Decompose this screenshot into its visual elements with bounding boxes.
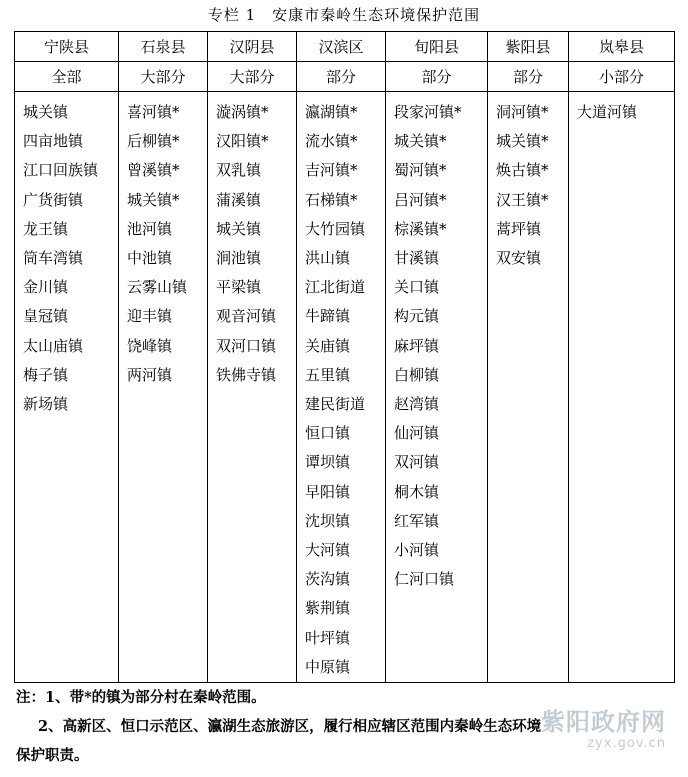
watermark [541, 708, 666, 752]
towns-cell [119, 92, 208, 683]
town-item: 江北街道 [305, 278, 366, 297]
town-item: 双安镇 [496, 249, 542, 268]
town-item: 皇冠镇 [23, 307, 69, 326]
town-item: 双河口镇 [216, 336, 277, 355]
note-2-continued: 保护职责。 [16, 747, 89, 764]
town-item: 新场镇 [23, 395, 69, 414]
town-item: 涧池镇 [216, 249, 262, 268]
town-item: 蜀河镇* [394, 161, 447, 180]
town-item: 仙河镇 [394, 424, 440, 443]
town-item: 观音河镇 [216, 307, 277, 326]
town-item: 喜河镇* [127, 103, 180, 121]
town-item: 构元镇 [394, 307, 440, 326]
town-item: 大河镇 [305, 541, 351, 560]
town-item: 池河镇 [127, 219, 173, 238]
town-item: 红军镇 [394, 511, 440, 530]
town-item: 城关镇 [216, 219, 262, 238]
scope-cell: 部分 [297, 62, 386, 92]
county-header: 宁陕县 [15, 32, 119, 62]
town-item: 麻坪镇 [394, 336, 440, 355]
town-item: 迎丰镇 [127, 307, 173, 326]
town-item: 铁佛寺镇 [216, 365, 277, 384]
town-item: 谭坝镇 [305, 453, 351, 472]
town-item: 牛蹄镇 [305, 307, 351, 326]
scope-cell: 全部 [15, 62, 119, 92]
page-title: 专栏 1 安康市秦岭生态环境保护范围 [207, 6, 481, 24]
county-header: 旬阳县 [386, 32, 488, 62]
town-item: 中原镇 [305, 657, 351, 676]
town-item: 筒车湾镇 [23, 249, 84, 268]
town-item: 曾溪镇* [127, 161, 180, 180]
town-item: 汉王镇* [496, 190, 549, 209]
town-item: 小河镇 [394, 541, 440, 560]
town-item: 棕溪镇* [394, 219, 447, 238]
county-header: 岚皋县 [569, 32, 675, 62]
note-2: 2、高新区、恒口示范区、瀛湖生态旅游区，履行相应辖区范围内秦岭生态环境 [38, 718, 542, 735]
town-item: 龙王镇 [23, 219, 69, 238]
town-item: 金川镇 [23, 278, 69, 297]
towns-cell [15, 92, 119, 683]
town-item: 甘溪镇 [394, 249, 440, 268]
note-1: 注：1、带*的镇为部分村在秦岭范围。 [16, 689, 266, 706]
town-item: 关口镇 [394, 278, 440, 297]
town-item: 城关镇* [127, 190, 180, 209]
town-item: 平梁镇 [216, 278, 262, 297]
scope-header-row [15, 62, 675, 92]
town-item: 大道河镇 [577, 103, 638, 121]
town-item: 瀛湖镇* [305, 103, 358, 121]
towns-cell [208, 92, 297, 683]
town-item: 双乳镇 [216, 161, 262, 180]
town-item: 两河镇 [127, 365, 173, 384]
town-item: 茨沟镇 [305, 570, 351, 589]
town-item: 关庙镇 [305, 336, 351, 355]
towns-cell [297, 92, 386, 683]
scope-cell: 大部分 [119, 62, 208, 92]
scope-cell: 部分 [488, 62, 569, 92]
watermark-title: 紫阳政府网 [541, 708, 666, 736]
county-header: 汉滨区 [297, 32, 386, 62]
town-item: 洪山镇 [305, 249, 351, 268]
town-item: 沈坝镇 [305, 511, 351, 530]
town-item: 吉河镇* [305, 161, 358, 180]
town-item: 城关镇 [23, 103, 69, 121]
town-item: 广货街镇 [23, 190, 84, 209]
town-item: 紫荆镇 [305, 599, 351, 618]
protection-scope-table [14, 31, 675, 683]
town-item: 石梯镇* [305, 190, 358, 209]
towns-cell [386, 92, 488, 683]
town-item: 五里镇 [305, 365, 351, 384]
town-item: 吕河镇* [394, 190, 447, 209]
town-item: 江口回族镇 [23, 161, 99, 180]
town-item: 洞河镇* [496, 103, 549, 121]
town-item: 四亩地镇 [23, 132, 84, 151]
town-item: 大竹园镇 [305, 219, 366, 238]
town-item: 蒲溪镇 [216, 190, 262, 209]
county-header: 汉阴县 [208, 32, 297, 62]
town-item: 早阳镇 [305, 482, 351, 501]
town-item: 饶峰镇 [127, 336, 173, 355]
town-item: 恒口镇 [305, 424, 351, 443]
scope-cell: 部分 [386, 62, 488, 92]
town-item: 城关镇* [394, 132, 447, 151]
town-item: 漩涡镇* [216, 103, 269, 121]
town-item: 桐木镇 [394, 482, 440, 501]
town-item: 中池镇 [127, 249, 173, 268]
town-item: 建民街道 [305, 395, 366, 414]
town-item: 双河镇 [394, 453, 440, 472]
county-header: 紫阳县 [488, 32, 569, 62]
town-item: 焕古镇* [496, 161, 549, 180]
town-item: 后柳镇* [127, 132, 180, 151]
town-item: 太山庙镇 [23, 336, 84, 355]
scope-cell: 大部分 [208, 62, 297, 92]
town-item: 流水镇* [305, 132, 358, 151]
town-item: 白柳镇 [394, 365, 440, 384]
town-item: 叶坪镇 [305, 628, 351, 647]
town-item: 城关镇* [496, 132, 549, 151]
town-item: 段家河镇* [394, 103, 462, 121]
watermark-url: zyx.gov.cn [587, 736, 666, 751]
towns-cell [488, 92, 569, 683]
town-item: 梅子镇 [23, 365, 69, 384]
town-item: 云雾山镇 [127, 278, 188, 297]
town-item: 仁河口镇 [394, 570, 455, 589]
county-header: 石泉县 [119, 32, 208, 62]
scope-cell: 小部分 [569, 62, 675, 92]
town-item: 蒿坪镇 [496, 219, 542, 238]
county-header-row [15, 32, 675, 62]
town-item: 赵湾镇 [394, 395, 440, 414]
towns-row [15, 92, 675, 683]
towns-cell [569, 92, 675, 683]
town-item: 汉阳镇* [216, 132, 269, 151]
